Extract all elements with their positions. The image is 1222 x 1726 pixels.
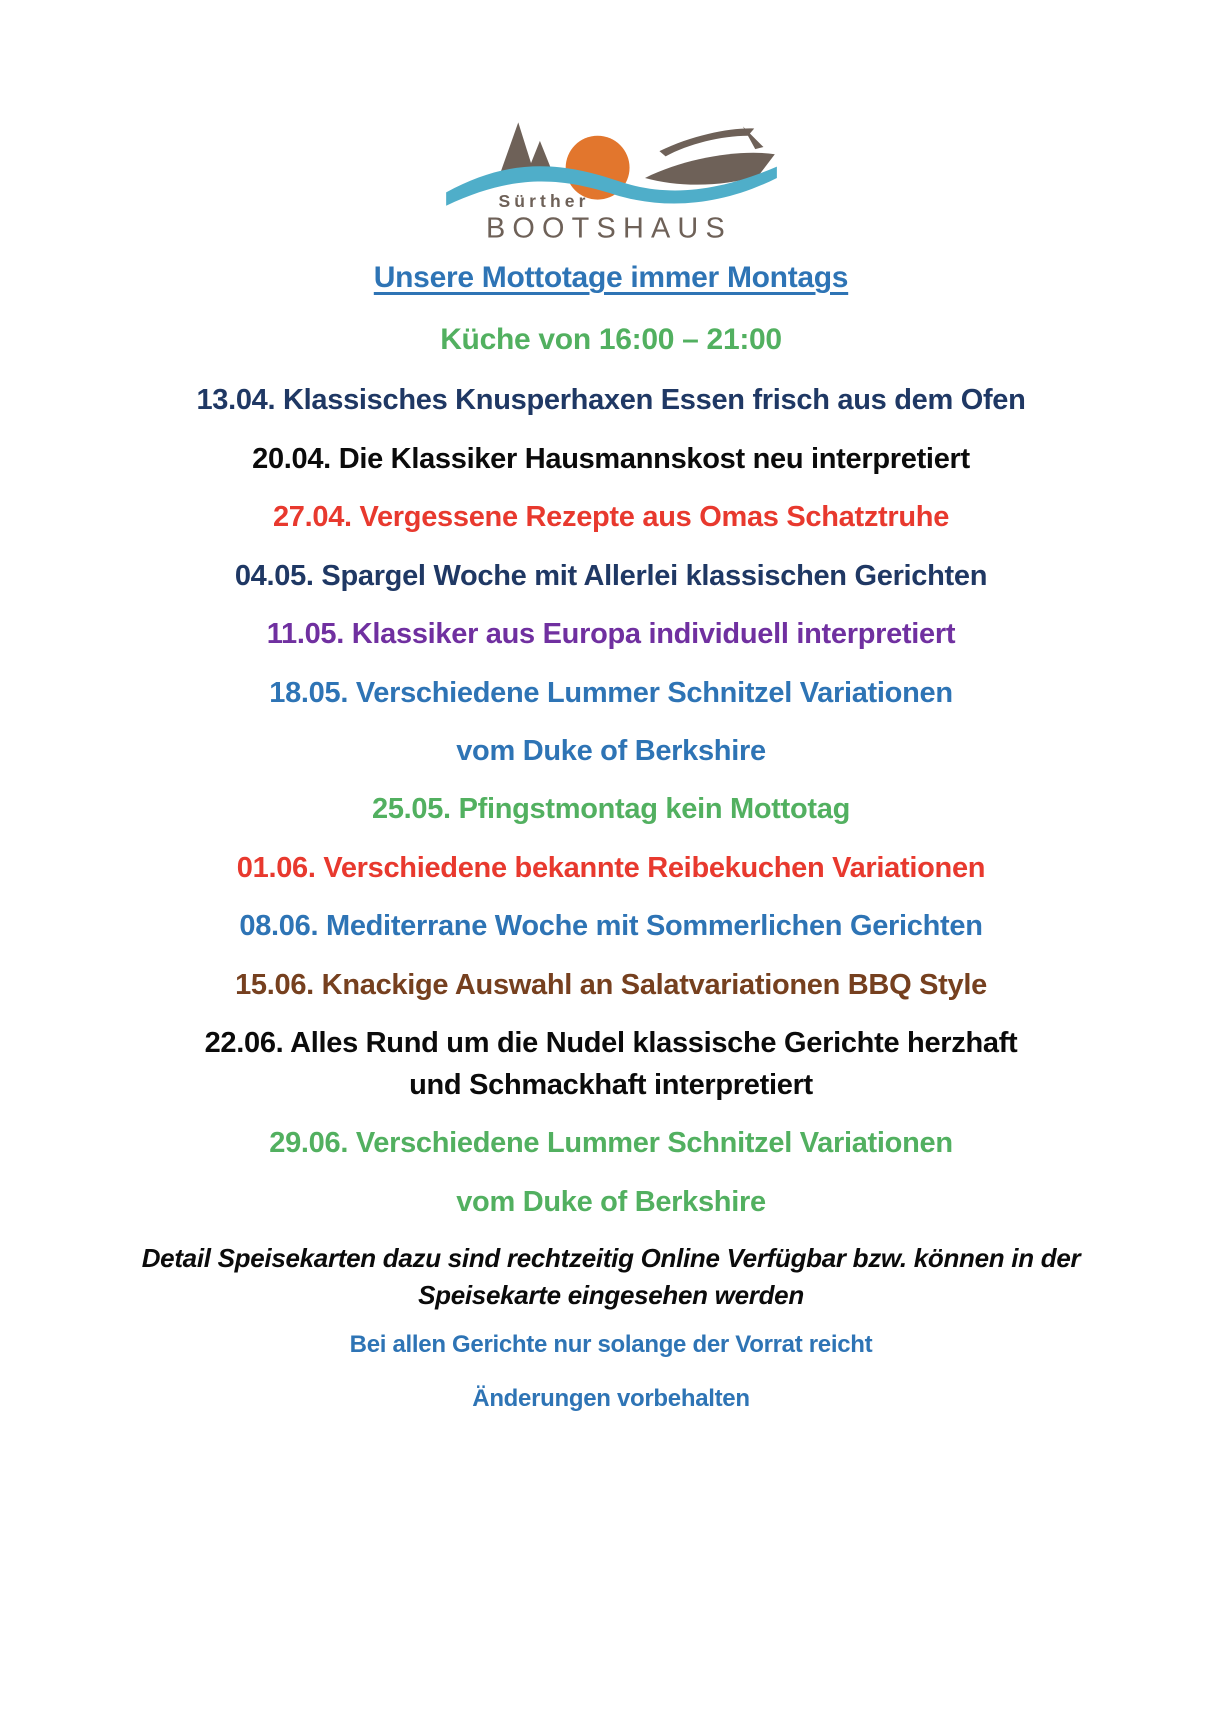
menu-line-29-06: 29.06. Verschiedene Lummer Schnitzel Variationen	[269, 1127, 953, 1160]
detail-menus-note-line1: Detail Speisekarten dazu sind rechtzeitig Online Verfügbar bzw. können in der	[141, 1243, 1081, 1274]
mountains-icon	[501, 122, 553, 171]
changes-note: Änderungen vorbehalten	[472, 1385, 750, 1413]
menu-line-15-06: 15.06. Knackige Auswahl an Salatvariationen BBQ Style	[235, 968, 987, 1001]
detail-menus-note-line2: Speisekarte eingesehen werden	[418, 1280, 804, 1311]
menu-line-20-04: 20.04. Die Klassiker Hausmannskost neu interpretiert	[252, 442, 970, 475]
logo-brand-label: BOOTSHAUS	[485, 212, 732, 245]
menu-line-11-05: 11.05. Klassiker aus Europa individuell interpretiert	[266, 618, 956, 651]
menu-line-18-05: 18.05. Verschiedene Lummer Schnitzel Variationen	[269, 676, 953, 709]
menu-line-01-06: 01.06. Verschiedene bekannte Reibekuchen Variationen	[236, 851, 986, 884]
menu-line-25-05: 25.05. Pfingstmontag kein Mottotag	[371, 793, 850, 826]
bootshaus-logo	[441, 112, 781, 251]
menu-line-08-06: 08.06. Mediterrane Woche mit Sommerlichen Gerichten	[239, 910, 983, 943]
menu-line-22-06-cont: und Schmackhaft interpretiert	[409, 1068, 813, 1101]
menu-line-27-04: 27.04. Vergessene Rezepte aus Omas Schatztruhe	[272, 501, 950, 534]
stock-note: Bei allen Gerichte nur solange der Vorrat reicht	[349, 1331, 873, 1359]
menu-line-duke-2: vom Duke of Berkshire	[456, 1185, 766, 1218]
page-title: Unsere Mottotage immer Montags	[373, 261, 849, 294]
logo-location-label: Sürther	[498, 190, 590, 211]
logo-graphic	[441, 112, 781, 246]
menu-line-04-05: 04.05. Spargel Woche mit Allerlei klassischen Gerichten	[234, 559, 988, 592]
kitchen-hours: Küche von 16:00 – 21:00	[440, 322, 782, 356]
menu-line-duke-1: vom Duke of Berkshire	[456, 735, 766, 767]
menu-line-22-06: 22.06. Alles Rund um die Nudel klassische Gerichte herzhaft	[204, 1027, 1018, 1060]
menu-line-13-04: 13.04. Klassisches Knusperhaxen Essen frisch aus dem Ofen	[196, 384, 1026, 417]
